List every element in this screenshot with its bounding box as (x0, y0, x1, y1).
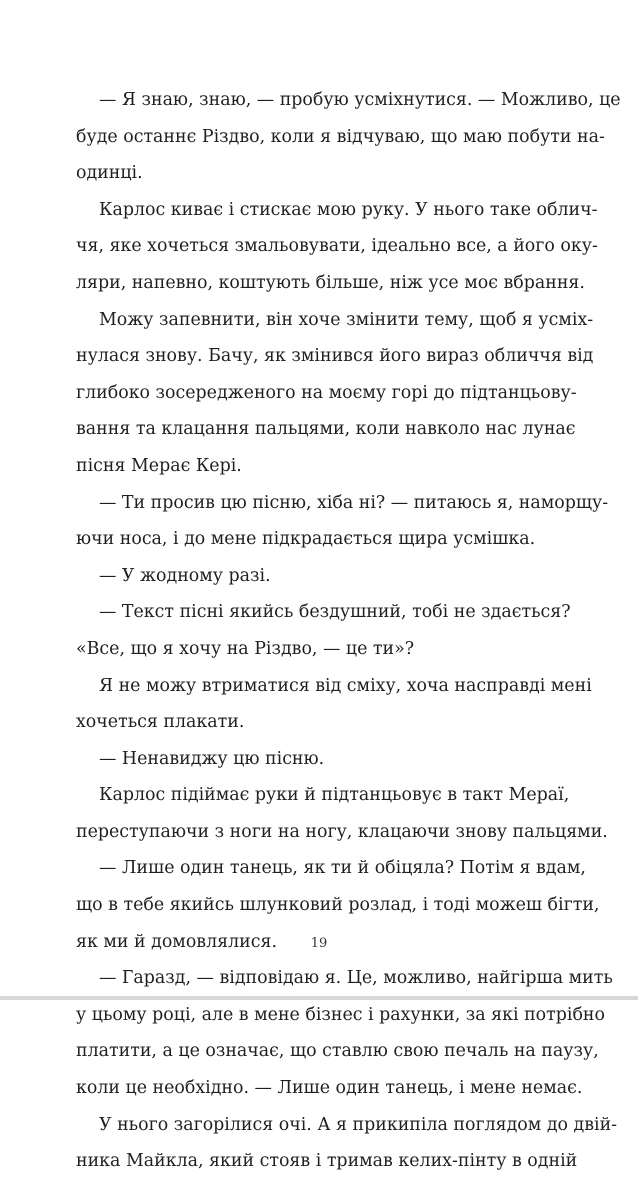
text-line: — Ненавиджу цю пісню. (99, 748, 325, 769)
text-line: коли це необхідно. — Лише один танець, і мене немає. (76, 1078, 583, 1099)
page-number: 19 (310, 936, 328, 951)
body-text (76, 82, 621, 1180)
text-line: Можу запевнити, він хоче змінити тему, щоб я усміх- (99, 309, 594, 330)
text-line: — Лише один танець, як ти й обіцяла? Потім я вдам, (99, 858, 586, 879)
text-line: Я не можу втриматися від сміху, хоча насправді мені (99, 675, 592, 696)
text-line: одинці. (76, 163, 143, 184)
text-line: У нього загорілися очі. А я прикипіла поглядом до двій- (99, 1114, 618, 1135)
text-line: — Текст пісні якийсь бездушний, тобі не здається? (99, 602, 571, 623)
text-line: ючи носа, і до мене підкрадається щира усмішка. (76, 529, 536, 550)
text-line: вання та клацання пальцями, коли навколо нас лунає (76, 419, 576, 440)
text-line: Карлос киває і стискає мою руку. У нього таке облич- (99, 199, 598, 220)
text-line: ляри, напевно, коштують більше, ніж усе моє вбрання. (76, 272, 585, 293)
text-line: що в тебе якийсь шлунковий розлад, і тоді можеш бігти, (76, 895, 600, 916)
text-line: хочеться плакати. (76, 712, 245, 733)
text-line: чя, яке хочеться змальовувати, ідеально все, а його оку- (76, 236, 598, 257)
text-line: Карлос підіймає руки й підтанцьовує в такт Мераї, (99, 785, 570, 806)
text-line: ника Майкла, який стояв і тримав келих-пінту в одній (76, 1151, 578, 1172)
text-line: — Я знаю, знаю, — пробую усміхнутися. — Можливо, це (99, 90, 621, 110)
text-line: «Все, що я хочу на Різдво, — це ти»? (76, 638, 415, 659)
text-line: платити, а це означає, що ставлю свою печаль на паузу, (76, 1041, 599, 1062)
text-line: глибоко зосередженого на моєму горі до підтанцьову- (76, 382, 577, 403)
text-line: — У жодному разі. (99, 565, 271, 586)
text-line: переступаючи з ноги на ногу, клацаючи знову пальцями. (76, 821, 608, 842)
page-bottom-edge (0, 996, 638, 1000)
text-line: нулася знову. Бачу, як змінився його вираз обличчя від (76, 346, 594, 367)
text-line: — Гаразд, — відповідаю я. Це, можливо, найгірша мить (99, 968, 613, 989)
text-line: пісня Мерає Кері. (76, 455, 242, 476)
text-line: як ми й домовлялися. (76, 931, 277, 952)
text-line: буде останнє Різдво, коли я відчуваю, що маю побути на- (76, 126, 605, 147)
text-line: — Ти просив цю пісню, хіба ні? — питаюсь я, наморщу- (99, 492, 609, 513)
text-line: у цьому році, але в мене бізнес і рахунки, за які потрібно (76, 1004, 605, 1025)
